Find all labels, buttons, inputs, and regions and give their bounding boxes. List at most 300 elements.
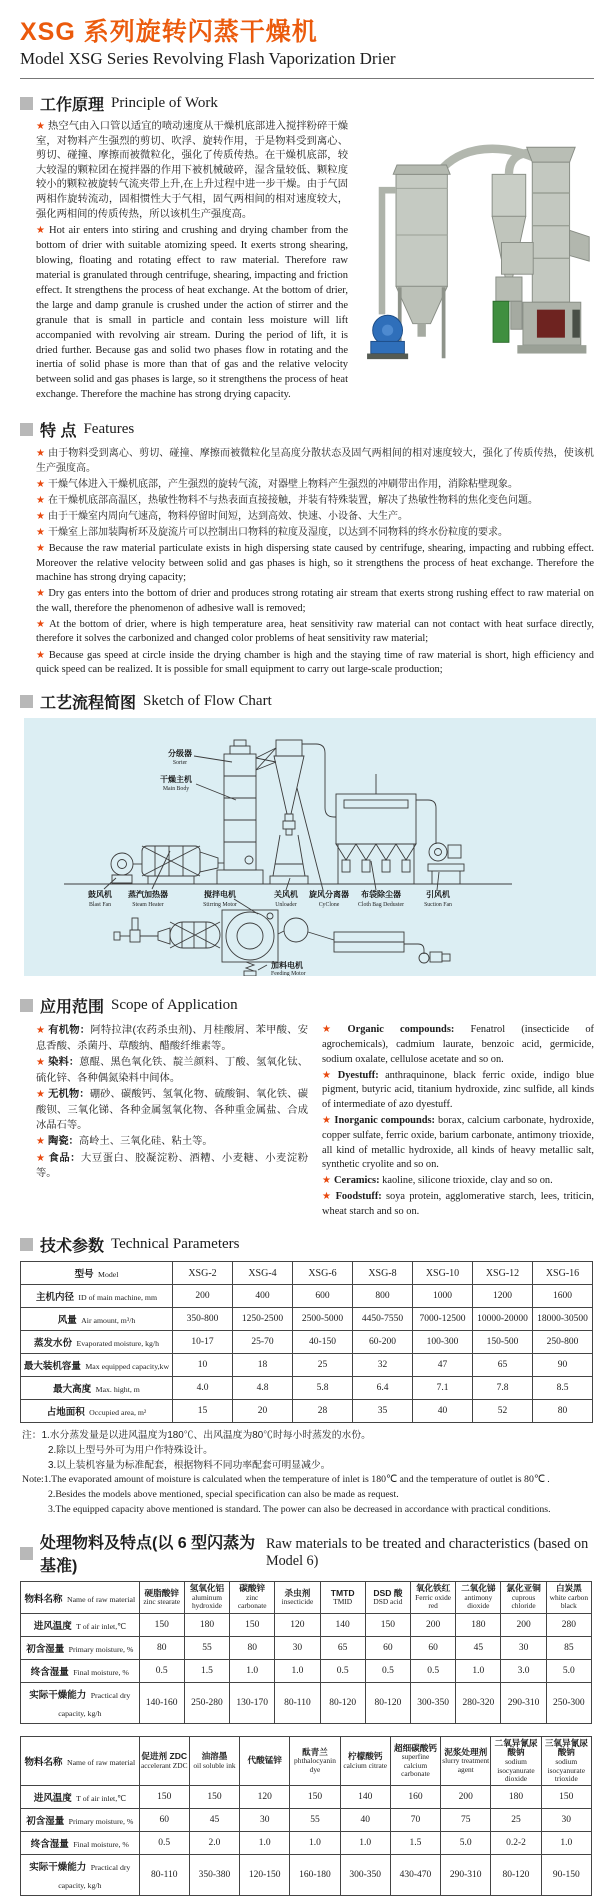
row-label-en: Primary moisture, %: [68, 1644, 134, 1654]
value-cell: 70: [390, 1808, 440, 1831]
star-icon: ★: [322, 1024, 345, 1036]
value-cell: 2500-5000: [293, 1308, 353, 1331]
value-cell: 25-70: [233, 1331, 293, 1354]
value-cell: 80: [139, 1636, 184, 1659]
value-cell: 180: [184, 1613, 229, 1636]
flow-label-unloader-cn: 关风机: [274, 890, 298, 900]
feature-item-en: [36, 649, 594, 678]
row-label-cn: 占地面积: [46, 1407, 85, 1419]
flow-label-unloader-en: Unloader: [275, 902, 297, 909]
material-name-en: zinc stearate: [143, 1597, 181, 1607]
value-cell: 47: [413, 1354, 473, 1377]
application-text: Fenatrol (insecticide of agrochemicals), cadmium laurate, benzoic acid, germicide, sodium oxalate, cellulose acetate and so on.: [322, 1024, 594, 1065]
model-header-cell: XSG-10: [413, 1262, 473, 1285]
feature-text: At the bottom of drier, where is high temperature area, heat sensitivity raw material can not contact with heat surface directly, therefore it solves the carbonized and changed color problems of heat sensitivity raw material;: [36, 618, 594, 645]
value-cell: 4.8: [233, 1377, 293, 1400]
principle-paragraph-cn: [36, 120, 348, 222]
application-item: [322, 1190, 594, 1220]
material-name-en: TMID: [333, 1597, 353, 1607]
star-icon: ★: [36, 448, 46, 460]
section-title-cn: 技术参数: [40, 1238, 105, 1256]
section-title-en: Features: [83, 421, 135, 438]
application-category: 食品：: [48, 1152, 82, 1164]
table-row: [21, 1659, 592, 1682]
table-row: [21, 1285, 593, 1308]
value-cell: 120: [275, 1613, 320, 1636]
note-text-en: 2.Besides the models above mentioned, special specification can also be made as request.: [48, 1489, 399, 1501]
material-name-cn: TMTD: [330, 1587, 355, 1598]
application-text: soya protein, agglomerative starch, lees, triticin, wheat starch and so on.: [322, 1190, 594, 1217]
header-cn: 物料名称: [24, 1593, 63, 1605]
feature-item-en: [36, 587, 594, 616]
row-label-cell: [21, 1400, 173, 1423]
material-name-cn: 氢氧化铝: [189, 1583, 225, 1594]
material-header-cell: [491, 1736, 541, 1785]
application-text: kaoline, silicone trioxide, clay and so on.: [379, 1175, 553, 1187]
application-item: [36, 1055, 308, 1086]
material-header-cell: [320, 1582, 365, 1613]
row-label-cell: [21, 1613, 140, 1636]
feature-text: Because gas speed at circle inside the drying chamber is high and the staying time of raw material is short, high efficiency and quick speed can be realized. It is possible for small equipment to carry out large-scale production;: [36, 649, 595, 676]
material-name-en: accelerant ZDC: [140, 1760, 188, 1770]
value-cell: 430-470: [390, 1854, 440, 1895]
header-en: Model: [98, 1270, 119, 1280]
value-cell: 140-160: [139, 1682, 184, 1723]
flow-label-cyclone-en: CyClone: [318, 902, 340, 909]
row-label-cn: 初含湿量: [26, 1643, 65, 1655]
value-cell: 800: [353, 1285, 413, 1308]
section-header-flowchart: [20, 690, 594, 713]
value-cell: 600: [293, 1285, 353, 1308]
section-header-tech: [20, 1233, 594, 1256]
value-cell: 300-350: [411, 1682, 456, 1723]
value-cell: 1.5: [390, 1831, 440, 1854]
row-label-en: Practical dry capacity, kg/h: [58, 1862, 131, 1890]
value-cell: 1.0: [456, 1659, 501, 1682]
value-cell: 55: [184, 1636, 229, 1659]
row-label-cn: 进风温度: [33, 1792, 72, 1804]
flow-label-mainbody-cn: 干燥主机: [160, 775, 192, 785]
value-cell: 180: [491, 1785, 541, 1808]
material-name-cn: 促进剂 ZDC: [141, 1750, 188, 1761]
note-line-en: [22, 1488, 594, 1503]
star-icon: ★: [36, 479, 45, 491]
value-cell: 40: [413, 1400, 473, 1423]
application-text: borax, calcium carbonate, hydroxide, copper sulfate, ferric oxide, barium carbonate, antimony trioxide, all kind of metallic hydroxide, all kinds of heavy metallic salt, synthetic cryolite and so on.: [322, 1114, 594, 1171]
value-cell: 1.0: [275, 1659, 320, 1682]
table-header-row: [21, 1736, 592, 1785]
value-cell: 1.0: [340, 1831, 390, 1854]
value-cell: 180: [456, 1613, 501, 1636]
value-cell: 1000: [413, 1285, 473, 1308]
section-title-en: Raw materials to be treated and characteristics (based on Model 6): [265, 1536, 589, 1570]
value-cell: 250-800: [533, 1331, 593, 1354]
value-cell: 300-350: [340, 1854, 390, 1895]
material-header-cell: [139, 1582, 184, 1613]
table-row: [21, 1400, 593, 1423]
model-header-cell: XSG-8: [353, 1262, 413, 1285]
value-cell: 0.5: [320, 1659, 365, 1682]
value-cell: 1.0: [240, 1831, 290, 1854]
application-item: [36, 1023, 308, 1054]
star-icon: ★: [36, 618, 47, 630]
value-cell: 250-280: [184, 1682, 229, 1723]
table-corner-cell: [21, 1582, 140, 1613]
row-label-cell: [21, 1354, 173, 1377]
material-name-en: DSD acid: [373, 1597, 403, 1607]
value-cell: 30: [275, 1636, 320, 1659]
application-item: [322, 1069, 594, 1113]
table-row: [21, 1808, 592, 1831]
feature-text: 在干燥机底部高温区，热敏性物料不与热表面直接接触，并装有特殊装置，解决了热敏性物料的焦化变色问题。: [47, 495, 538, 507]
material-header-cell: [441, 1736, 491, 1785]
section-square-icon: [20, 999, 33, 1012]
star-icon: ★: [36, 527, 45, 539]
feature-text: 干燥气体进入干燥机底部，产生强烈的旋转气流，对器壁上物料产生强烈的冲刷带出作用，消除粘壁现象。: [47, 479, 518, 491]
row-label-cn: 进风温度: [33, 1620, 72, 1632]
value-cell: 4450-7550: [353, 1308, 413, 1331]
material-header-cell: [184, 1582, 229, 1613]
material-name-cn: 泥浆处理剂: [444, 1746, 488, 1757]
row-label-cell: [21, 1785, 140, 1808]
header-cn: 物料名称: [24, 1756, 63, 1768]
value-cell: 30: [240, 1808, 290, 1831]
material-name-en: aluminum hydroxide: [191, 1593, 222, 1611]
row-label-en: Practical dry capacity, kg/h: [58, 1690, 131, 1718]
value-cell: 15: [173, 1400, 233, 1423]
row-label-cn: 终含湿量: [30, 1838, 69, 1850]
value-cell: 120-150: [240, 1854, 290, 1895]
application-section: [20, 1022, 594, 1220]
feature-item-cn: [36, 493, 594, 508]
value-cell: 8.5: [533, 1377, 593, 1400]
material-name-cn: 超细碳酸钙: [393, 1742, 437, 1753]
value-cell: 7.1: [413, 1377, 473, 1400]
value-cell: 150-500: [473, 1331, 533, 1354]
value-cell: 80-110: [139, 1854, 189, 1895]
table-corner-cell: [21, 1736, 140, 1785]
value-cell: 0.5: [411, 1659, 456, 1682]
star-icon: ★: [322, 1069, 335, 1081]
application-category: 陶瓷：: [47, 1136, 79, 1148]
flow-label-suctionfan-cn: 引风机: [426, 890, 450, 900]
value-cell: 150: [139, 1785, 189, 1808]
value-cell: 200: [173, 1285, 233, 1308]
section-title-en: Scope of Application: [111, 997, 238, 1014]
feature-item-cn: [36, 509, 594, 524]
row-label-en: Occupied area, m²: [89, 1408, 147, 1418]
value-cell: 60: [365, 1636, 410, 1659]
value-cell: 25: [491, 1808, 541, 1831]
application-item: [36, 1087, 308, 1133]
row-label-cn: 风量: [57, 1315, 77, 1327]
row-label-en: Air amount, m³/h: [81, 1316, 136, 1326]
row-label-en: Max. hight, m: [95, 1385, 140, 1395]
row-label-cell: [21, 1659, 140, 1682]
note-prefix-en: Note:: [22, 1474, 44, 1486]
flow-label-blastfan-cn: 鼓风机: [88, 890, 112, 900]
value-cell: 0.5: [365, 1659, 410, 1682]
note-text-cn: 3.以上装机容量为标准配套，根据物料不同功率配套可明显减少。: [48, 1459, 331, 1471]
section-header-application: [20, 994, 594, 1017]
material-name-en: superfine calcium carbonate: [401, 1752, 430, 1778]
material-name-cn: 代酸锰锌: [247, 1754, 282, 1765]
star-icon: ★: [36, 1136, 45, 1148]
value-cell: 290-310: [441, 1854, 491, 1895]
table-row: [21, 1636, 592, 1659]
section-square-icon: [20, 97, 33, 110]
raw-materials-table-2: [20, 1736, 592, 1896]
material-name-en: insecticide: [281, 1597, 314, 1607]
table-row: [21, 1354, 593, 1377]
material-name-cn: 柠檬酸钙: [348, 1750, 383, 1761]
model-header-cell: XSG-6: [293, 1262, 353, 1285]
value-cell: 55: [290, 1808, 340, 1831]
value-cell: 65: [320, 1636, 365, 1659]
section-title-cn: 特 点: [40, 423, 77, 441]
machine-photo-illustration: [354, 120, 606, 378]
material-name-en: sodium isocyanurate dioxide: [497, 1757, 535, 1783]
value-cell: 28: [293, 1400, 353, 1423]
star-icon: ★: [36, 543, 46, 555]
value-cell: 18: [233, 1354, 293, 1377]
model-header-cell: XSG-2: [173, 1262, 233, 1285]
application-item: [36, 1151, 308, 1182]
application-text: 硼砂、碳酸钙、氢氧化物、硫酸铜、氧化铁、碳酸钡、三氧化锑、各种金属氢氧化物、各种重金属盐、合成冰晶石等。: [36, 1089, 309, 1131]
material-header-cell: [546, 1582, 591, 1613]
value-cell: 30: [501, 1636, 546, 1659]
table-header-row: [21, 1262, 593, 1285]
value-cell: 90: [533, 1354, 593, 1377]
value-cell: 140: [320, 1613, 365, 1636]
value-cell: 60: [139, 1808, 189, 1831]
note-line-cn: [22, 1444, 594, 1459]
application-category: 有机物：: [48, 1025, 91, 1037]
header-cn: 型号: [74, 1269, 94, 1281]
section-title-en: Principle of Work: [111, 95, 218, 111]
material-name-en: calcium citrate: [343, 1760, 388, 1770]
material-name-cn: 油溶墨: [201, 1750, 228, 1761]
value-cell: 60: [411, 1636, 456, 1659]
value-cell: 80: [533, 1400, 593, 1423]
application-en-column: [322, 1022, 594, 1220]
application-cn-list: [36, 1023, 308, 1181]
value-cell: 32: [353, 1354, 413, 1377]
row-label-cell: [21, 1831, 140, 1854]
material-header-cell: [541, 1736, 591, 1785]
row-label-cell: [21, 1854, 140, 1895]
value-cell: 60-200: [353, 1331, 413, 1354]
table-header-row: [21, 1582, 592, 1613]
feature-text: Because the raw material particulate exists in high dispersing state caused by centrifuge, shearing, impacting and rubbing effect. Moreover the relative velocity between solid and gas phases is high, so it strengthens the process of heat exchange. Therefore the machine has strong drying capacity;: [36, 543, 595, 583]
application-item: [322, 1114, 594, 1173]
flow-chart-diagram: [24, 718, 596, 976]
row-label-cn: 实际干燥能力: [29, 1689, 87, 1701]
value-cell: 3.0: [501, 1659, 546, 1682]
value-cell: 2.0: [189, 1831, 239, 1854]
feature-text: 由于干燥室内周向气速高，物料停留时间短，达到高效、快速、小设备、大生产。: [47, 511, 408, 523]
header-en: Name of raw material: [66, 1757, 136, 1767]
row-label-cell: [21, 1308, 173, 1331]
value-cell: 280-320: [456, 1682, 501, 1723]
row-label-cn: 实际干燥能力: [29, 1861, 87, 1873]
feature-item-cn: [36, 477, 594, 492]
flow-label-stirringmotor-en: Stirring Motor: [203, 902, 237, 909]
section-square-icon: [20, 1238, 33, 1251]
value-cell: 150: [139, 1613, 184, 1636]
application-en-list: [322, 1023, 594, 1219]
model-header-cell: XSG-4: [233, 1262, 293, 1285]
row-label-cn: 最大装机容量: [23, 1361, 81, 1373]
row-label-en: Final moisture, %: [73, 1667, 129, 1677]
material-name-en: zinc carbonate: [237, 1593, 267, 1611]
value-cell: 160: [390, 1785, 440, 1808]
material-name-cn: 酞青兰: [302, 1746, 328, 1757]
application-category: Organic compounds:: [347, 1024, 455, 1036]
page-title-en: Model XSG Series Revolving Flash Vaporization Drier: [20, 49, 396, 68]
material-header-cell: [189, 1736, 239, 1785]
note-text-en: 3.The equipped capacity above mentioned is standard. The power can also be decreased in accordance with practical conditions.: [48, 1503, 551, 1515]
application-category: Dyestuff:: [337, 1069, 379, 1081]
section-header-materials: [20, 1530, 594, 1576]
application-text: 阿特拉津(农药杀虫剂)、月桂酸屑、苯甲酸、安息香酸、杀菌丹、草酸纳、醋酸纤维素等。: [36, 1025, 309, 1052]
section-title-cn: 工作原理: [40, 97, 105, 114]
material-name-en: white carbon black: [549, 1593, 589, 1611]
value-cell: 90-150: [541, 1854, 591, 1895]
value-cell: 20: [233, 1400, 293, 1423]
star-icon: ★: [36, 121, 46, 132]
star-icon: ★: [322, 1114, 332, 1126]
flow-label-stirringmotor-cn: 搅拌电机: [204, 890, 236, 900]
material-header-cell: [501, 1582, 546, 1613]
row-label-en: T of air inlet,℃: [76, 1793, 126, 1803]
value-cell: 150: [365, 1613, 410, 1636]
section-header-principle: [20, 92, 594, 115]
value-cell: 5.0: [546, 1659, 591, 1682]
material-name-en: phthalocyanin dye: [294, 1756, 336, 1774]
value-cell: 45: [189, 1808, 239, 1831]
star-icon: ★: [36, 649, 46, 661]
feature-text: Dry gas enters into the bottom of drier and produces strong rotating air stream that exerts strong rushing effect to raw material on the wall, therefore the phenomenon of adhesive wall is removed;: [36, 588, 594, 614]
model-header-cell: XSG-16: [533, 1262, 593, 1285]
material-name-cn: 二氧化锑: [461, 1583, 496, 1594]
value-cell: 7.8: [473, 1377, 533, 1400]
application-text: 高岭土、三氧化硅、粘土等。: [78, 1136, 213, 1148]
note-text-cn: 2.除以上型号外可为用户作特殊设计。: [48, 1445, 213, 1457]
flow-label-steamheater-en: Steam Heater: [132, 902, 164, 909]
material-name-cn: 三氧异氰尿酸钠: [544, 1737, 588, 1758]
table-row: [21, 1377, 593, 1400]
note-line-en: [22, 1503, 594, 1518]
row-label-cn: 初含湿量: [26, 1815, 65, 1827]
value-cell: 100-300: [413, 1331, 473, 1354]
value-cell: 7000-12500: [413, 1308, 473, 1331]
feature-text: 干燥室上部加装陶析环及旋流片可以控制出口物料的粒度及湿度，以达到不同物料的终水份粒度的要求。: [47, 527, 508, 539]
star-icon: ★: [36, 1152, 46, 1164]
section-square-icon: [20, 695, 33, 708]
section-title-en: Sketch of Flow Chart: [143, 693, 272, 710]
star-icon: ★: [322, 1190, 333, 1202]
row-label-cell: [21, 1682, 140, 1723]
row-label-cn: 最大高度: [53, 1384, 92, 1396]
material-name-cn: 二氧异氰尿酸钠: [494, 1737, 538, 1758]
section-square-icon: [20, 1547, 33, 1560]
row-label-en: Max equipped capacity,kw: [85, 1362, 170, 1372]
value-cell: 30: [541, 1808, 591, 1831]
section-square-icon: [20, 423, 33, 436]
table-row: [21, 1331, 593, 1354]
star-icon: ★: [36, 588, 46, 600]
value-cell: 25: [293, 1354, 353, 1377]
table-row: [21, 1613, 592, 1636]
table-row: [21, 1854, 592, 1895]
flow-label-feedingmotor-cn: 加料电机: [271, 961, 303, 971]
principle-text-column: [20, 120, 348, 405]
value-cell: 350-380: [189, 1854, 239, 1895]
application-item: [322, 1023, 594, 1067]
value-cell: 18000-30500: [533, 1308, 593, 1331]
value-cell: 65: [473, 1354, 533, 1377]
principle-paragraph-en: [36, 224, 348, 403]
features-list: [20, 446, 594, 677]
row-label-cell: [21, 1808, 140, 1831]
value-cell: 80-120: [491, 1854, 541, 1895]
flow-chart: [24, 718, 594, 981]
star-icon: ★: [36, 495, 45, 507]
principle-cn-text: 热空气由入口管以适宜的喷动速度从干燥机底部进入搅拌粉碎干燥室，对物料产生强烈的剪切、吹浮、旋转作用，于是物料受到离心、剪切、碰撞、摩擦而被微粒化，强化了传质传热。在干燥机底部，较大较湿的颗粒团在搅拌器的作用下被机械破碎，湿含量较低、颗粒度较小的颗粒被旋转气流夹带上升,在上升过程中进一步干燥。由于气固两相作旋转流动，固相惯性大于气相，固气两相间的相对速度较大，强化两相间的传质传热，所以该机生产强度高。: [36, 121, 348, 220]
raw-materials-table-1: [20, 1581, 592, 1723]
row-label-cn: 终含湿量: [30, 1666, 69, 1678]
value-cell: 40-150: [293, 1331, 353, 1354]
application-category: Ceramics:: [333, 1175, 380, 1187]
value-cell: 85: [546, 1636, 591, 1659]
star-icon: ★: [36, 1057, 46, 1069]
value-cell: 10000-20000: [473, 1308, 533, 1331]
application-category: Foodstuff:: [335, 1190, 382, 1202]
value-cell: 1.0: [541, 1831, 591, 1854]
value-cell: 1.0: [290, 1831, 340, 1854]
principle-en-text: Hot air enters into stiring and crushing and drying chamber from the bottom of drier with suitable atomizing speed. It exerts strong shearing, blowing, floating and rotating effect to raw material. Therefore raw material is granulated through centrifuge, shearing, impacting and friction effect. It strengthens the process of heat exchange. At the bottom of drier, the large and damp granule is crushed under the action of stirrer and the granule that is small in particle and contain less moisture will lift accompanied with revolving air stream. During the period of lift, it is dried further. Because gas and solid two phases flow in rotating and the inertia of solid phase is more than that of gas and the relative velocity between solid and gas phases is large, so it strengthens the process of heat exchange. Therefore the machine has strong drying capacity.: [36, 225, 349, 401]
value-cell: 120: [240, 1785, 290, 1808]
tech-notes: [22, 1429, 594, 1517]
section-title-cn: 应用范围: [40, 999, 105, 1017]
material-name-en: cuprous chloride: [511, 1593, 536, 1611]
material-name-cn: DSD 酸: [373, 1587, 403, 1598]
note-prefix-cn: 注：: [22, 1430, 42, 1442]
value-cell: 0.5: [139, 1659, 184, 1682]
star-icon: ★: [36, 1025, 46, 1037]
value-cell: 200: [501, 1613, 546, 1636]
value-cell: 150: [189, 1785, 239, 1808]
material-name-cn: 氯化亚铜: [506, 1583, 541, 1594]
table-row: [21, 1785, 592, 1808]
material-name-en: slurry treatment agent: [442, 1756, 490, 1774]
value-cell: 5.0: [441, 1831, 491, 1854]
value-cell: 80-110: [275, 1682, 320, 1723]
value-cell: 35: [353, 1400, 413, 1423]
value-cell: 280: [546, 1613, 591, 1636]
value-cell: 150: [290, 1785, 340, 1808]
table-row: [21, 1831, 592, 1854]
star-icon: ★: [36, 511, 45, 523]
flow-label-deduster-cn: 布袋除尘器: [361, 890, 401, 900]
note-line-cn: [22, 1459, 594, 1474]
flow-label-sorter-cn: 分级器: [168, 749, 192, 759]
row-label-cell: [21, 1377, 173, 1400]
value-cell: 1.5: [184, 1659, 229, 1682]
value-cell: 80: [230, 1636, 275, 1659]
material-name-cn: 碳酸锌: [239, 1583, 266, 1594]
